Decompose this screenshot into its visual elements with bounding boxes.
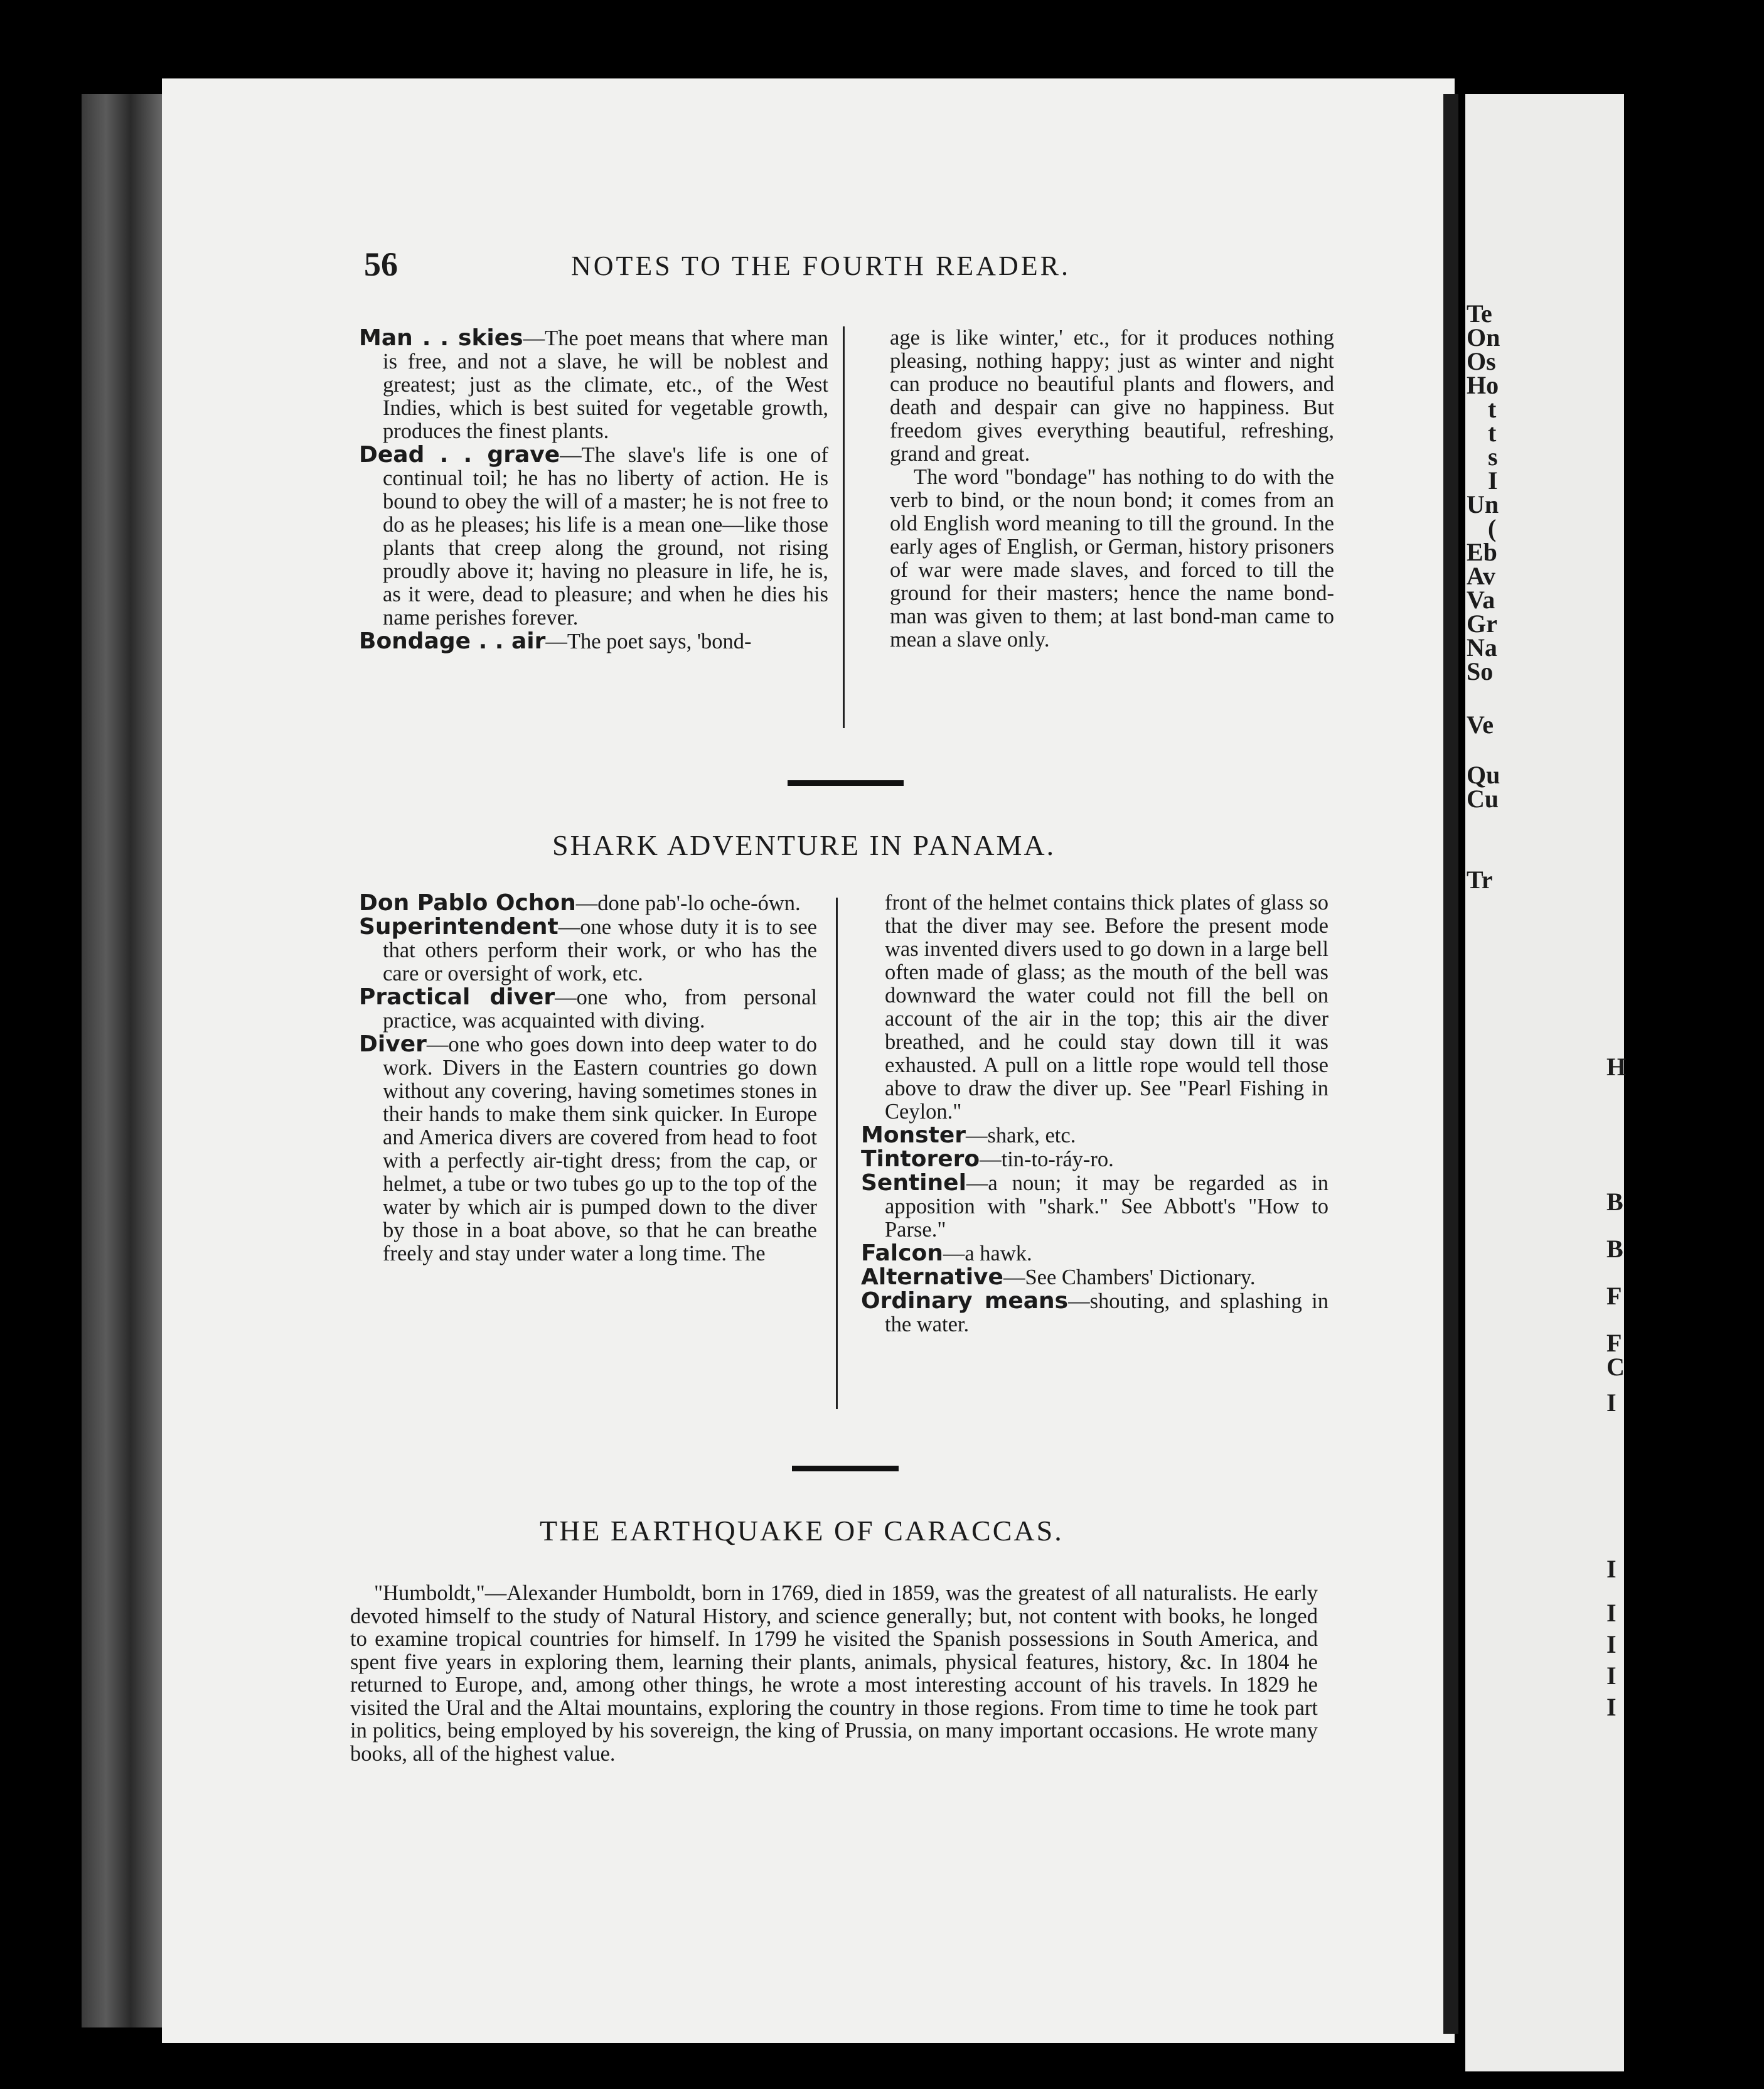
column-divider: [843, 326, 845, 728]
facing-fragment: (: [1488, 514, 1497, 542]
gloss-continuation: age is like winter,' etc., for it produces nothing pleasing, nothing happy; just as winter and night can produce no beautiful plants and flowers, and death and despair can give no happiness. But freedom gives everything beautiful, refreshing, grand and great.: [890, 326, 1334, 466]
gloss-term: Monster: [861, 1122, 966, 1148]
facing-page: [1465, 94, 1627, 2071]
facing-fragment: Ho: [1467, 371, 1499, 399]
facing-fragment: s: [1488, 443, 1498, 471]
gloss-definition: —See Chambers' Dictionary.: [1003, 1265, 1256, 1289]
gloss-term: Dead . . grave: [359, 442, 560, 468]
gloss-definition: —a noun; it may be regarded as in apposition with "shark." See Abbott's "How to Parse.": [885, 1171, 1328, 1242]
gloss-term: Falcon: [861, 1240, 943, 1266]
gloss-entry: [359, 1033, 817, 1265]
gloss-paragraph: The word "bondage" has nothing to do with the verb to bind, or the noun bond; it comes from an old English word meaning to till the ground. In the early ages of English, or German, history prisoners of war were made slaves, and forced to till the ground for their masters; hence the name bond-man was given to them; at last bond-man came to mean a slave only.: [890, 465, 1334, 652]
facing-fragment: Na: [1467, 633, 1497, 662]
gloss-entry: [861, 1171, 1328, 1242]
facing-fragment: F: [1606, 1329, 1622, 1357]
gloss-definition: —shark, etc.: [966, 1124, 1076, 1147]
facing-fragment: Os: [1467, 347, 1496, 375]
facing-fragment: On: [1467, 323, 1500, 352]
facing-fragment: t: [1488, 419, 1497, 447]
gloss-entry: [861, 1289, 1328, 1336]
facing-fragment: I: [1606, 1388, 1617, 1417]
facing-fragment: I: [1488, 466, 1498, 495]
gloss-entry: [861, 1147, 1328, 1171]
facing-fragment: Ve: [1467, 711, 1494, 739]
gloss-entry: [861, 1265, 1328, 1289]
gloss-term: Sentinel: [861, 1170, 966, 1196]
book-spine: [82, 94, 163, 2027]
section1-right-column: [890, 326, 1334, 652]
humboldt-note: "Humboldt,"—Alexander Humboldt, born in 1769, died in 1859, was the greatest of all naturalists. He early devoted himself to the study of Natural History, and science generally; but, not content with books, he longed to examine tropical countries for himself. In 1799 he visited the Spanish possessions in South America, and spent five years in exploring them, learning their plants, animals, physical features, history, &c. In 1804 he returned to Europe, and, among other things, he wrote a most interesting account of his travels. In 1829 he visited the Ural and the Altai mountains, exploring the country in those regions. From time to time he took part in politics, being employed by his sovereign, the king of Prussia, on many important occasions. He wrote many books, all of the highest value.: [350, 1581, 1318, 1766]
section-title-earthquake: THE EARTHQUAKE OF CARACCAS.: [540, 1515, 1064, 1547]
gloss-entry: [359, 891, 817, 915]
facing-fragment: I: [1606, 1555, 1617, 1583]
facing-fragment: I: [1606, 1630, 1617, 1658]
facing-fragment: Va: [1467, 586, 1495, 614]
gloss-definition: —one whose duty it is to see that others perform their work, or who has the care or oversight of work, etc.: [383, 915, 817, 985]
facing-fragment: B: [1606, 1188, 1623, 1216]
facing-fragment: Tr: [1467, 866, 1493, 894]
section-divider: [792, 1466, 899, 1471]
facing-fragment: Av: [1467, 562, 1495, 590]
gloss-term: Ordinary means: [861, 1288, 1069, 1314]
gloss-term: Alternative: [861, 1264, 1003, 1290]
gloss-definition: —The slave's life is one of continual toil; he has no liberty of action. He is bound to obey the will of a master; he is not free to do as he pleases; his life is a mean one—like those plants that creep along the ground, not rising proudly above it; having no pleasure in life, he is, as it were, dead to pleasure; and when he dies his name perishes forever.: [383, 443, 829, 630]
gloss-definition: —The poet says, 'bond-: [545, 630, 752, 653]
gloss-definition: —a hawk.: [943, 1242, 1032, 1265]
facing-fragment: Te: [1467, 299, 1492, 328]
gloss-term: Superintendent: [359, 914, 559, 940]
facing-fragment: Cu: [1467, 785, 1499, 813]
gloss-continuation: front of the helmet contains thick plates of glass so that the diver may see. Before the present mode was invented divers used to go down in a large bell often made of glass; as the mouth of the bell was downward the water could not fill the bell on account of the air in the top; this air the diver breathed, and he could stay down till it was exhausted. A pull on a little rope would tell those above to draw the diver up. See "Pearl Fishing in Ceylon.": [885, 891, 1328, 1124]
gloss-term: Practical diver: [359, 984, 555, 1010]
running-title: NOTES TO THE FOURTH READER.: [571, 250, 1071, 281]
gloss-term: Don Pablo Ochon: [359, 890, 576, 916]
facing-fragment: C: [1606, 1353, 1625, 1381]
facing-fragment: I: [1606, 1662, 1617, 1690]
facing-fragment: Eb: [1467, 538, 1497, 566]
facing-fragment: Gr: [1467, 610, 1497, 638]
gloss-definition: —tin-to-ráy-ro.: [980, 1147, 1114, 1171]
facing-fragment: Qu: [1467, 761, 1500, 789]
facing-fragment: Un: [1467, 490, 1499, 518]
section2-left-column: [359, 891, 817, 1265]
page-header: [201, 245, 1330, 289]
section2-right-column: [861, 891, 1328, 1336]
gloss-definition: —shouting, and splashing in the water.: [885, 1289, 1328, 1336]
gloss-term: Tintorero: [861, 1146, 980, 1172]
page-gutter: [1443, 94, 1458, 2034]
facing-fragment: t: [1488, 395, 1497, 423]
page-number: 56: [364, 245, 398, 283]
gloss-entry: [359, 915, 817, 985]
facing-fragment: I: [1606, 1599, 1617, 1627]
section-title-shark: SHARK ADVENTURE IN PANAMA.: [552, 829, 1056, 861]
facing-fragment: H: [1606, 1053, 1627, 1081]
gloss-term: Diver: [359, 1031, 427, 1057]
gloss-entry: [861, 1124, 1328, 1147]
section-divider: [788, 780, 904, 786]
section1-left-column: [359, 326, 828, 653]
column-divider: [836, 898, 838, 1409]
gloss-definition: —one who goes down into deep water to do work. Divers in the Eastern countries go down without any covering, having sometimes stones in their hands to make them sink quicker. In Europe and America divers are covered from head to foot with a perfectly air-tight dress; from the cap, or helmet, a tube or two tubes go up to the top of the water by which air is pumped down to the diver by those in a boat above, so that he can breathe freely and stay under water a long time. The: [383, 1033, 817, 1265]
gloss-entry: [861, 1242, 1328, 1265]
facing-fragment: So: [1467, 657, 1494, 685]
gloss-definition: —done pab'-lo oche-ówn.: [575, 891, 801, 915]
gloss-entry: [359, 326, 828, 443]
facing-fragment: I: [1606, 1693, 1617, 1721]
facing-fragment: B: [1606, 1235, 1623, 1263]
gloss-entry: [359, 443, 828, 630]
gloss-term: Man . . skies: [359, 325, 523, 351]
gloss-definition: —The poet means that where man is free, and not a slave, he will be noblest and greatest; just as the climate, etc., of the West Indies, which is best suited for vegetable growth, produces the finest plants.: [383, 326, 828, 443]
facing-fragment: F: [1606, 1282, 1622, 1310]
gloss-entry: [359, 630, 828, 653]
gloss-definition: —one who, from personal practice, was acquainted with diving.: [383, 985, 817, 1033]
gloss-term: Bondage . . air: [359, 628, 546, 654]
gloss-entry: [359, 985, 817, 1033]
